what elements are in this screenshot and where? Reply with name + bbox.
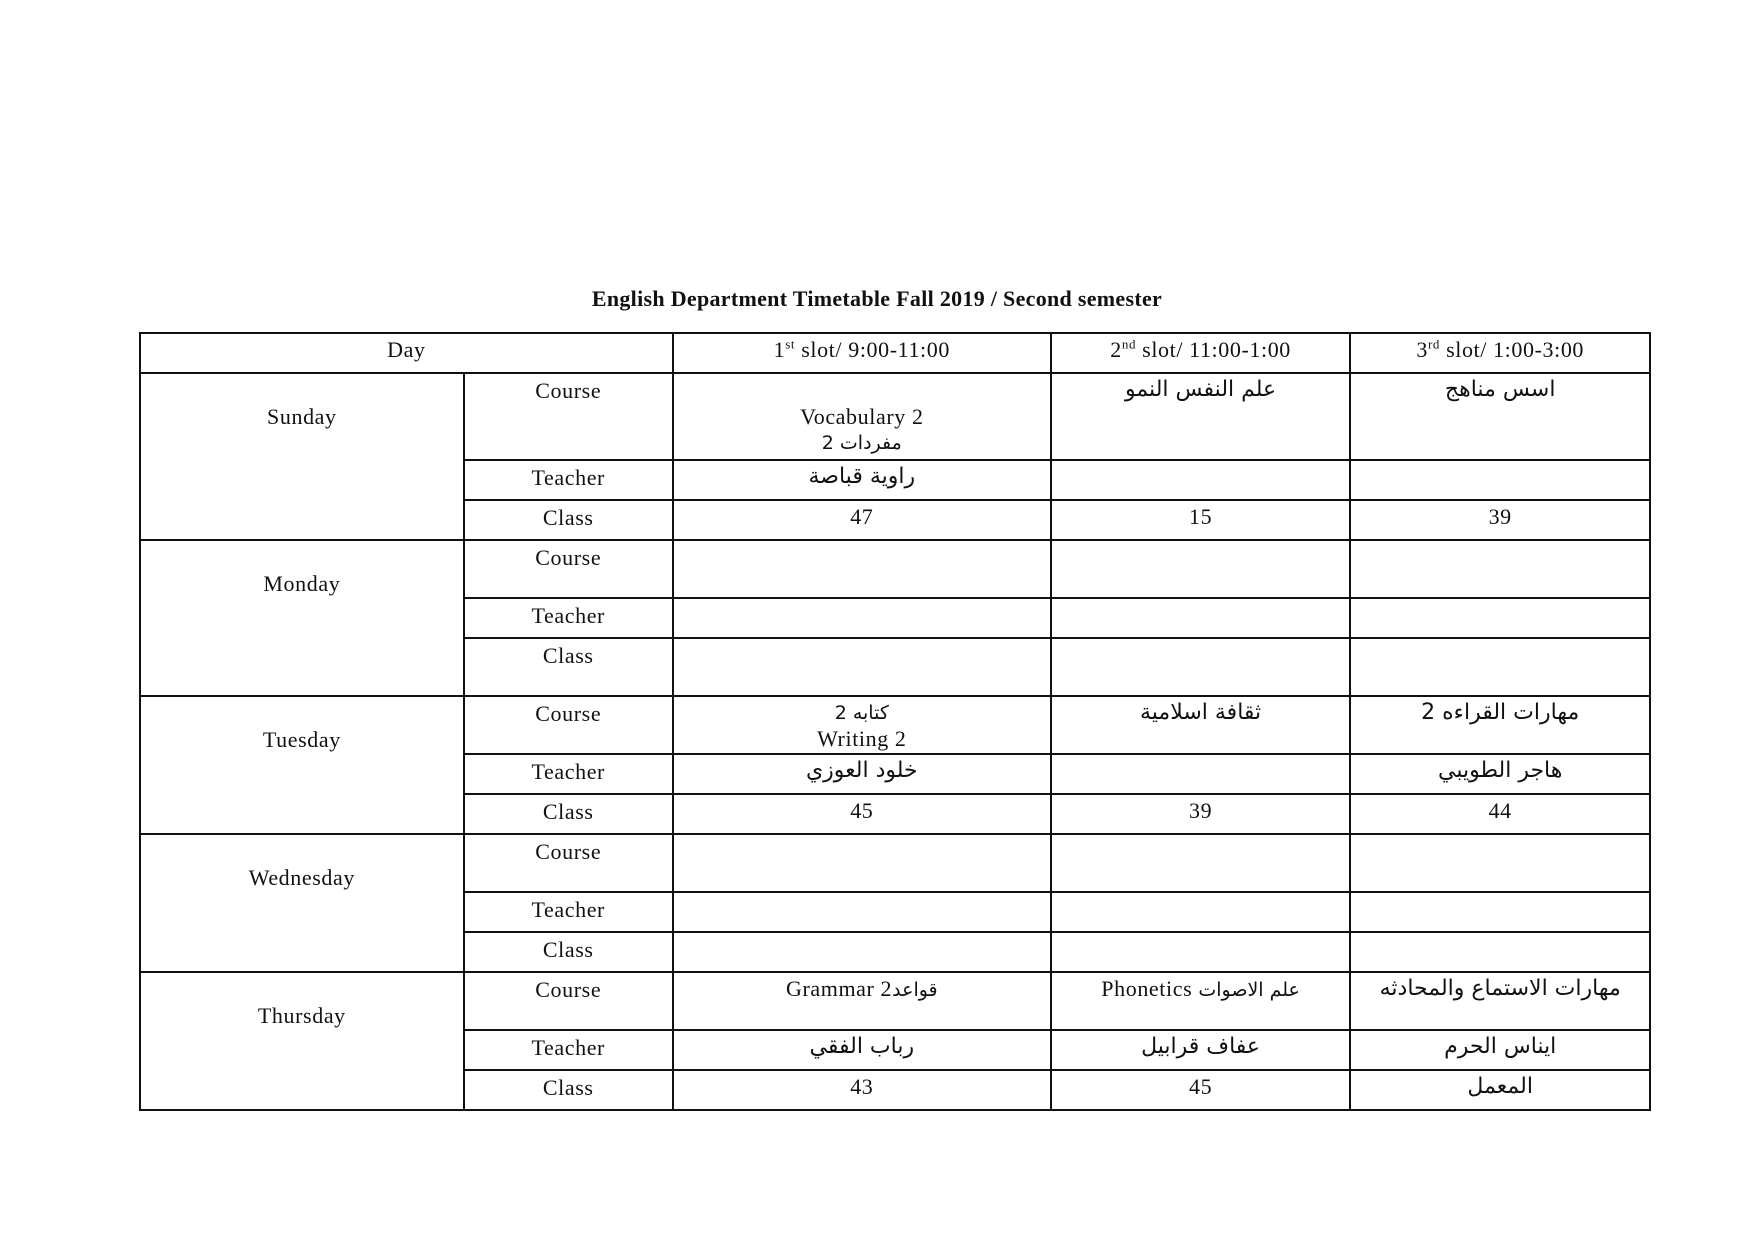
wednesday-slot-2-class <box>1051 932 1351 972</box>
field-label-class: Class <box>464 794 673 834</box>
wednesday-slot-3-course <box>1350 834 1650 892</box>
wednesday-slot-1-course <box>673 834 1051 892</box>
table-row <box>140 696 1650 754</box>
field-label-course: Course <box>464 373 673 460</box>
monday-slot-2-course <box>1051 540 1351 598</box>
sunday-slot-1-class: 47 <box>673 500 1051 540</box>
page-title: English Department Timetable Fall 2019 / Second semester <box>591 286 1163 311</box>
wednesday-slot-3-teacher <box>1350 892 1650 932</box>
day-header: Day <box>140 333 673 373</box>
tuesday-slot-1-course: كتابه 2 Writing 2 <box>673 696 1051 754</box>
day-wednesday: Wednesday <box>140 834 464 972</box>
field-label-class: Class <box>464 1070 673 1110</box>
slot-3-header: 3rd slot/ 1:00-3:00 <box>1350 333 1650 373</box>
tuesday-slot-2-class: 39 <box>1051 794 1351 834</box>
monday-slot-1-class <box>673 638 1051 696</box>
tuesday-slot-1-class: 45 <box>673 794 1051 834</box>
monday-slot-2-teacher <box>1051 598 1351 638</box>
thursday-slot-2-teacher: عفاف قرابيل <box>1051 1030 1351 1070</box>
thursday-slot-3-teacher: ايناس الحرم <box>1350 1030 1650 1070</box>
thursday-slot-1-course: Grammar 2قواعد <box>673 972 1051 1030</box>
wednesday-slot-1-class <box>673 932 1051 972</box>
day-sunday: Sunday <box>140 373 464 540</box>
tuesday-slot-1-teacher: خلود العوزي <box>673 754 1051 794</box>
day-tuesday: Tuesday <box>140 696 464 834</box>
sunday-slot-3-class: 39 <box>1350 500 1650 540</box>
monday-slot-2-class <box>1051 638 1351 696</box>
thursday-slot-2-course: Phonetics علم الاصوات <box>1051 972 1351 1030</box>
monday-slot-1-course <box>673 540 1051 598</box>
field-label-course: Course <box>464 540 673 598</box>
tuesday-slot-2-teacher <box>1051 754 1351 794</box>
monday-slot-3-teacher <box>1350 598 1650 638</box>
monday-slot-1-teacher <box>673 598 1051 638</box>
wednesday-slot-1-teacher <box>673 892 1051 932</box>
header-row <box>140 333 1650 373</box>
field-label-teacher: Teacher <box>464 1030 673 1070</box>
field-label-course: Course <box>464 834 673 892</box>
field-label-teacher: Teacher <box>464 598 673 638</box>
wednesday-slot-2-teacher <box>1051 892 1351 932</box>
sunday-slot-2-class: 15 <box>1051 500 1351 540</box>
sunday-slot-3-teacher <box>1350 460 1650 500</box>
field-label-class: Class <box>464 500 673 540</box>
sunday-slot-3-course: اسس مناهج <box>1350 373 1650 460</box>
thursday-slot-3-class: المعمل <box>1350 1070 1650 1110</box>
sunday-slot-1-course: Vocabulary 2 مفردات 2 <box>673 373 1051 460</box>
table-row <box>140 834 1650 892</box>
thursday-slot-1-class: 43 <box>673 1070 1051 1110</box>
timetable <box>139 332 1651 1111</box>
field-label-course: Course <box>464 972 673 1030</box>
field-label-class: Class <box>464 932 673 972</box>
slot-1-header: 1st slot/ 9:00-11:00 <box>673 333 1051 373</box>
wednesday-slot-2-course <box>1051 834 1351 892</box>
thursday-slot-2-class: 45 <box>1051 1070 1351 1110</box>
tuesday-slot-3-teacher: هاجر الطويبي <box>1350 754 1650 794</box>
table-row <box>140 972 1650 1030</box>
sunday-slot-2-course: علم النفس النمو <box>1051 373 1351 460</box>
sunday-slot-2-teacher <box>1051 460 1351 500</box>
sunday-slot-1-teacher: راوية قباصة <box>673 460 1051 500</box>
field-label-course: Course <box>464 696 673 754</box>
wednesday-slot-3-class <box>1350 932 1650 972</box>
monday-slot-3-course <box>1350 540 1650 598</box>
field-label-teacher: Teacher <box>464 460 673 500</box>
day-monday: Monday <box>140 540 464 696</box>
thursday-slot-3-course: مهارات الاستماع والمحادثه <box>1350 972 1650 1030</box>
slot-2-header: 2nd slot/ 11:00-1:00 <box>1051 333 1351 373</box>
tuesday-slot-2-course: ثقافة اسلامية <box>1051 696 1351 754</box>
monday-slot-3-class <box>1350 638 1650 696</box>
field-label-class: Class <box>464 638 673 696</box>
day-thursday: Thursday <box>140 972 464 1110</box>
table-row <box>140 540 1650 598</box>
field-label-teacher: Teacher <box>464 754 673 794</box>
thursday-slot-1-teacher: رباب الفقي <box>673 1030 1051 1070</box>
tuesday-slot-3-class: 44 <box>1350 794 1650 834</box>
field-label-teacher: Teacher <box>464 892 673 932</box>
table-row <box>140 373 1650 460</box>
tuesday-slot-3-course: مهارات القراءه 2 <box>1350 696 1650 754</box>
